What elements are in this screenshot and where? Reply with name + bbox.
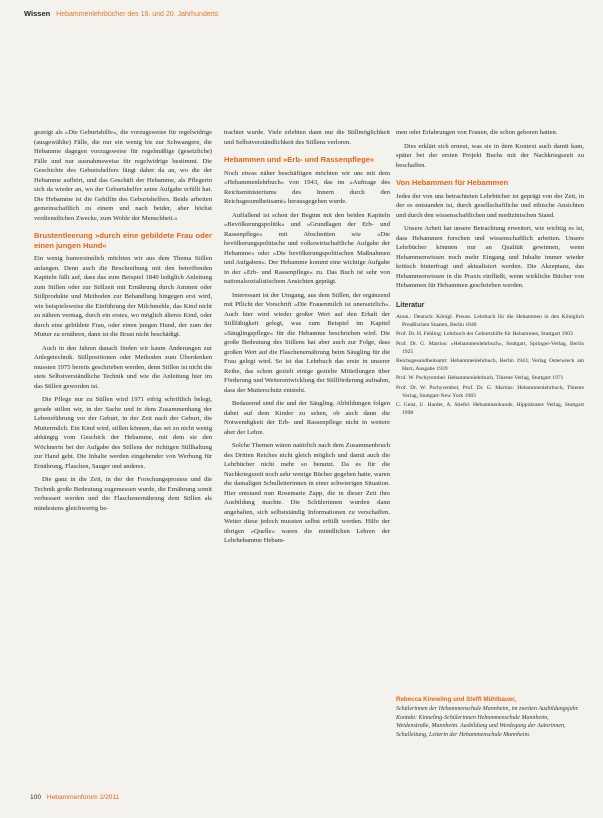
page-footer: [30, 794, 119, 801]
paragraph: Dies erklärt sich erneut, was sie in dem Kontext auch damit kam, später bei der ersten Projekt Buchs mit der Nachkriegszeit zu beschaffen.: [396, 142, 584, 169]
paragraph: Die Pflege nur zu Stillen wird 1971 eifrig schriftlich belegt, gerade stillen wir, in der Sache und in dem Zusammenhang der Lebensführung vor der Geburt, in der Zeit nach der Geburt, die Muttermilch. Ein Kind wird, stillen können, das sei zu nicht wenig abhängig vom Geschick der Hebamme, mit dem sie den Wöchnerin bei der Aufgabe des Stillens der richtigen Stillhaltung zur Hand geht. Die Inhalte werden eingehender von Werbung für Ernährung, Flaschen, Sauger und anderes.: [34, 396, 212, 470]
section-heading: Hebammen und »Erb- und Rassenpflege«: [224, 155, 375, 164]
literature-entry: Prof. Dr. W. Pschyrembel, Prof. Dr. G. Martius: Hebammenlehrbuch, Thieme Verlag, Stuttgart-New York 1983: [396, 384, 584, 399]
paragraph: trachtet wurde. Viele erlebten dann nur die Stillmöglichkeit und Selbstverständlichkeit des Stillens verloren.: [224, 129, 390, 146]
literature-entry: Prof. W. Pschyrembel: Hebammenlehrbuch, Thieme Verlag, Stuttgart 1971: [396, 375, 564, 382]
paragraph: Bedauernd sind die und der Säugling. Abbildungen folgen dabei auf dem Kinder zu sehen, ob auch dann die Notwendigkeit der Erb- und Rassenpflege nicht in weitere aber der Lehre.: [224, 400, 390, 436]
paragraph: Die ganz in die Zeit, in der der Forschungsprozess und die Technik große Bedeutung zugemessen wurde, die Ernährung somit verbessert werden und die Flaschenernährung dem Stillen als mindestens gleichwertig be-: [34, 476, 212, 512]
author-credit: [396, 696, 584, 739]
author-names: Rebecca Kinneling und Steffi Mühlbauer,: [396, 696, 516, 703]
section-heading: Von Hebammen für Hebammen: [396, 178, 509, 187]
literature-entry: Reichsgesundheitsamt: Hebammenlehrbuch, Berlin 1943, Verlag Osterwieck am Harz, Ausgabe 1939: [396, 358, 584, 373]
paragraph: Interessant ist der Umgang, aus dem Stillen, der ergänzend mit Pflicht der Vorschrift »Die Frauenmilch ist unersetzlich«. Auch hier wird wieder großer Wert auf den Erhalt der Stillfähigkeit gelegt, was zum Beispiel im Kapitel »Säuglingspflege« für die Hebamme beschrieben wird. Die große Bedeutung des Stillens hat aber auch zur Folge, dass großen Wert auf die Flaschenernährung beim Säugling für die Frau gelegt wird. So ist das Lehrbuch das erste in unserer Reihe, das schon gezielt einige gezielte Mitteilungen über Förderung und Weiterentwicklung der Stillförderung aufnahm, dass der Mutterschutz entsteht.: [224, 291, 390, 394]
literature-entry: Prof. Dr. G. Martius: »Hebammenlehrbuch«, Stuttgart, Springer-Verlag, Berlin 1925: [396, 340, 584, 355]
journal-name: Hebammenforum 2/2011: [46, 794, 120, 801]
paragraph: Noch etwas näher beschäftigen möchten wir uns mit dem »Hebammenlehrbuch« von 1943, das im »Auftrage des Reichsministeriums des Innern durch den Reichsgesundheitsamt« herausgegeben wurde.: [224, 169, 390, 205]
column-1: [34, 128, 212, 517]
literature-entry: Anon.: Deutsch: Königl. Preuss. Lehrbuch für die Hebammen in den Königlich Preußischen Staaten, Berlin 1840: [396, 314, 584, 329]
paragraph: Jedes der von uns betrachteten Lehrbücher ist geprägt von der Zeit, in der es entstanden ist, durch gesellschaftliche und ethische Ansichten und durch den wissenschaftlichen und medizinischen Stand.: [396, 192, 584, 219]
literature-entry: Prof. Dr. H. Fehling: Lehrbuch der Geburtshilfe für Hebammen, Stuttgart 1903: [396, 331, 573, 338]
author-info: Schülerinnen der Hebammenschule Mannheim, im zweiten Ausbildungsjahr. Kontakt: Kinneling-Schülerinnen Hebammenschule Mannheim, Weidenstraße, Mannheim. Ausbildung und Werdegang der Autorinnen, Schulleitung, Leiterin der Hebammenschule Mannheim.: [396, 706, 579, 738]
section-heading: Brustentleerung »durch eine gebildete Frau oder einen jungen Hund«: [34, 231, 212, 250]
paragraph: Auffallend ist schon der Beginn mit den beiden Kapiteln »Bevölkerungspolitik« und »Grundlagen der Erb- und Rassenpflege« mit Abschnitten wie »Die bevölkerungspolitische und volkswirtschaftliche Aufgabe der Hebamme« oder »Die bevölkerungspolitischen Maßnahmen und Aufgaben«. Der Hebamme kommt eine wichtige Aufgabe in der »Erb- und Rassenpflege« zu. Das Buch ist sehr von nationalsozialistischem Ansichten geprägt.: [224, 211, 390, 285]
paragraph: men oder Erfahrungen von Frauen, die schon geboren hatten.: [396, 129, 558, 136]
literature-entry: C. Geist, U. Harder, A. Stiefel: Hebammenkunde, Hippokrates Verlag, Stuttgart 1998: [396, 402, 584, 417]
paragraph: Ein wenig humorsinnlich möchten wir aus dem Thema Stillen anfangen. Denn auch die Beschreibung mit den betreffenden Kapiteln fällt auf, dass das zum Beispiel 1840 lediglich Anleitung zum Stillen oder zur Stillzeit mit Ernährung durch Ammen oder Stillprodukte und Methoden zur Behandlung hingegen erst wird, wie beispielsweise die Einführung der Milchmehle, das Kind nicht zu nähren vermag, durch ein erstes, wo möglich älteres Kind, oder durch eine gebildete Frau, oder einen jungen Hund, der zum der Mutter zu ernähren, dann ist die Brust nicht beschädigt.: [34, 255, 212, 338]
paragraph: Unsere Arbeit hat unsere Betrachtung erweitert, wie wichtig es ist, dass Hebammen forschen und wissenschaftlich arbeiten. Unsere Lehrbücher könnten nur an Qualität gewinnen, wenn Hebammenwissen noch mehr Eingang und Inhalte immer wieder kritisch hinterfragt und aktualisiert werden. Die Akzeptanz, das Hebammenwissen in die Praxis einfließt, wenn wirkliche Bücher von Hebammen für Hebammen geschrieben werden.: [396, 225, 584, 289]
paragraph: Solche Themen wären natürlich nach dem Zusammenbruch des Dritten Reiches nicht gleich möglich und damit auch die Lehrbücher nicht mehr so benutzt. Da es für die Nachkriegszeit noch sehr wenige Bücher gegeben hatte, waren die damaligen Schulleiterinnen in einer schwierigen Situation. Hier entstand nun Rosemarie Zapp, die in dieser Zeit ihre Ausbildung machte. Die Schülerinnen wurden dann angehalten, sich selbstständig Informationen zu verschaffen. Weiter diese jedoch mussten selbst erfüllt werden. Hilfe der übrigen »Quelle« waren die mündlichen Lehren der Lehrhebamme Hebam-: [224, 442, 390, 544]
page-number: 100: [30, 794, 42, 801]
section-label: Wissen: [24, 9, 51, 18]
header-subtitle: Hebammenlehrbücher des 19. und 20. Jahrhunderts: [56, 11, 219, 18]
column-3: [396, 128, 584, 688]
paragraph: gezeigt als »Die Geburtshilfe«, die vorzugsweise für regelwidrige (ausgewählte) Fälle, die nur ein wenig bis zur Schwangere, die Hebamme dagegen vorzugsweise für regelmäßige (gesetzliche) Fälle und nur ausnahmsweise für regelwidrige bestimmt. Die Geschichte des Geburtshelfers fängt daher da an, wo die der Hebamme aufhört, und das Geschäft der Hebamme, als Pflegerin sich da wieder an, wo der Geburtshelfer seine Aufgabe erfüllt hat. Die Hebamme ist die Gehilfin des Geburtshelfers. Beide arbeiten gemeinschaftlich zu einem und nach beider, aber höchst verdienstlichen Zwecke, zum Wohle der Menschheit.«: [34, 129, 212, 222]
paragraph: Auch in den Jahren danach finden wir kaum Änderungen zur Anlegetechnik. Stillpositionen oder Methoden zum Überdenken mussten 1975 bereits geschrieben werden, denn Stillen ist nicht die stets Selbstverständliche Technik und wie die Anleitung hier im das Stillen geworden ist.: [34, 344, 212, 390]
page-header: [24, 9, 583, 23]
literature-heading: Literatur: [396, 301, 425, 309]
literature-list: [396, 301, 584, 418]
column-2: [224, 128, 390, 550]
